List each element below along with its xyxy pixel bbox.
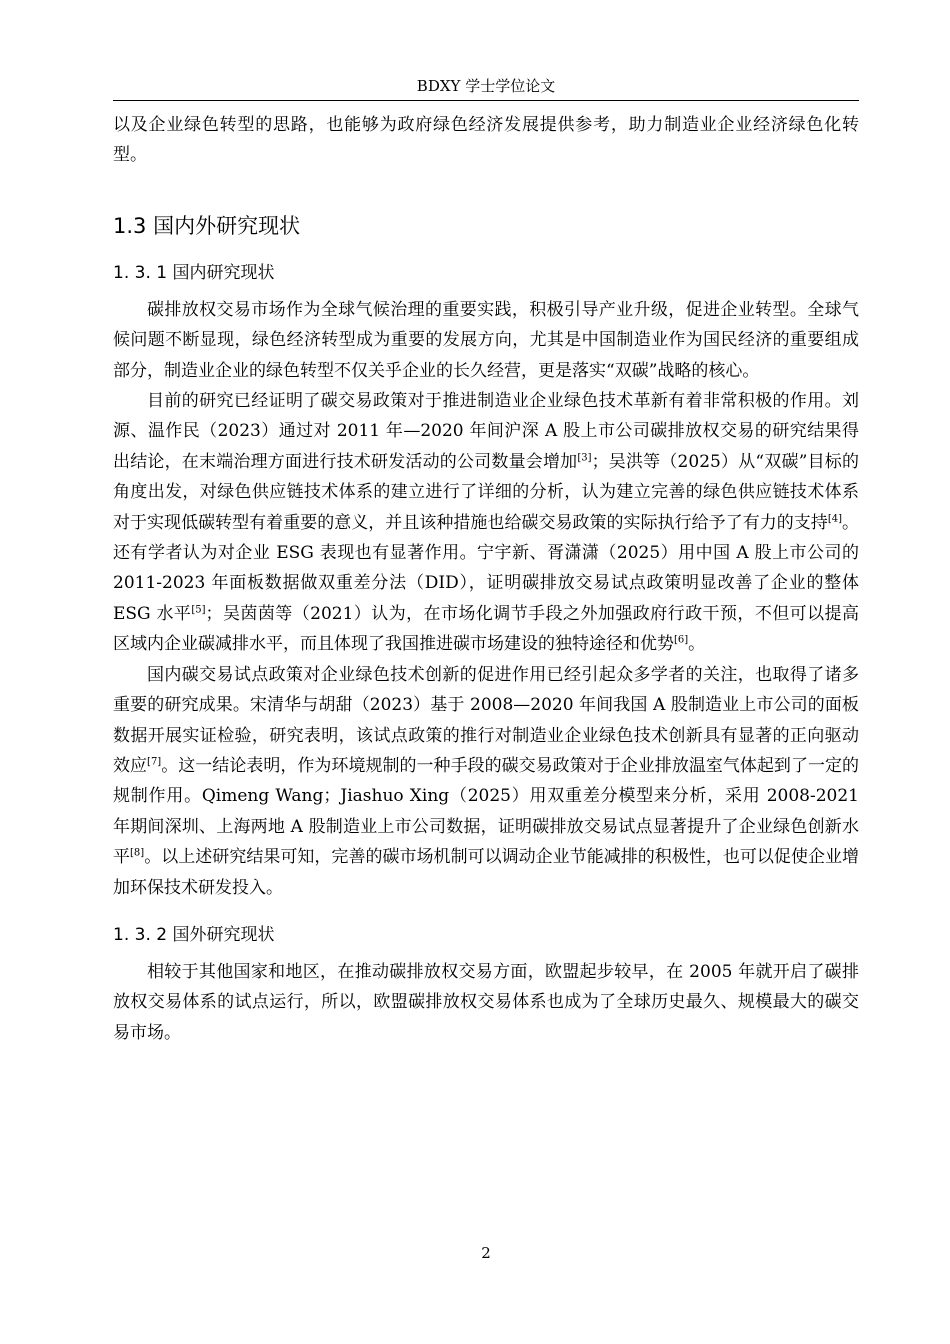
- citation-4: [4]: [827, 513, 842, 524]
- header-rule: [113, 100, 859, 101]
- body-text: [113, 110, 859, 1048]
- paragraph-2-text-b: ；吴洪等（2025）从“双碳”目标的角度出发，对绿色供应链技术体系的建立进行了详细的分析，认为建立完善的绿色供应链技术体系对于实现低碳转型有着重要的意义，并且该种措施也给碳交易政策的实际执行给予了有力的支持: [113, 451, 859, 533]
- paragraph-3-text-a: 国内碳交易试点政策对企业绿色技术创新的促进作用已经引起众多学者的关注，也取得了诸多重要的研究成果。宋清华与胡甜（2023）基于 2008—2020 年间我国 A 股制造业上市公司的面板数据开展实证检验，研究表明，该试点政策的推行对制造业企业绿色技术创新具有显著的正向驱动效应: [113, 664, 859, 776]
- paragraph-2-text-a: 目前的研究已经证明了碳交易政策对于推进制造业企业绿色技术革新有着非常积极的作用。刘源、温作民（2023）通过对 2011 年—2020 年间沪深 A 股上市公司碳排放权交易的研究结果得出结论，在末端治理方面进行技术研发活动的公司数量会增加: [113, 391, 859, 472]
- page-number: 2: [481, 1244, 491, 1262]
- citation-8: [8]: [130, 847, 145, 859]
- paragraph-3-text-c: 。以上述研究结果可知，完善的碳市场机制可以调动企业节能减排的积极性，也可以促使企业增加环保技术研发投入。: [113, 847, 860, 898]
- citation-5: [5]: [191, 604, 206, 616]
- paragraph-2: [113, 386, 859, 660]
- section-heading-1-3: 1.3 国内外研究现状: [113, 213, 301, 238]
- paragraph-1: 碳排放权交易市场作为全球气候治理的重要实践，积极引导产业升级，促进企业转型。全球气候问题不断显现，绿色经济转型成为重要的发展方向，尤其是中国制造业作为国民经济的重要组成部分，制造业企业的绿色转型不仅关乎企业的长久经营，更是落实“双碳”战略的核心。: [113, 299, 859, 381]
- paragraph-4: 相较于其他国家和地区，在推动碳排放权交易方面，欧盟起步较早，在 2005 年就开启了碳排放权交易体系的试点运行，所以，欧盟碳排放权交易体系也成为了全球历史最久、规模最大的碳交易市场。: [113, 961, 859, 1043]
- paragraph-3-text-b: 。这一结论表明，作为环境规制的一种手段的碳交易政策对于企业排放温室气体起到了一定的规制作用。Qimeng Wang；Jiashuo Xing（2025）用双重差分模型来分析，采用 2008-2021 年期间深圳、上海两地 A 股制造业上市公司数据，证明碳排放交易试点显著提升了企业绿色创新水平: [113, 755, 860, 868]
- citation-6: [6]: [674, 634, 689, 646]
- citation-7: [7]: [147, 756, 162, 768]
- paragraph-2-text-e: 。: [688, 634, 706, 655]
- citation-3: [3]: [577, 452, 592, 464]
- subsection-heading-1-3-2: 1. 3. 2 国外研究现状: [113, 924, 275, 945]
- paragraph-3: [113, 660, 859, 903]
- paragraph-2-text-c: 。还有学者认为对企业 ESG 表现也有显著作用。宁宇新、胥潇潇（2025）用中国 A 股上市公司的 2011-2023 年面板数据做双重差分法（DID），证明碳排放交易试点政策明显改善了企业的整体 ESG 水平: [113, 512, 860, 624]
- running-header: BDXY 学士学位论文: [416, 77, 556, 95]
- subsection-heading-1-3-1: 1. 3. 1 国内研究现状: [113, 262, 275, 283]
- intro-paragraph: 以及企业绿色转型的思路，也能够为政府绿色经济发展提供参考，助力制造业企业经济绿色化转型。: [113, 115, 859, 166]
- paragraph-2-text-d: ；吴茵茵等（2021）认为，在市场化调节手段之外加强政府行政干预，不但可以提高区域内企业碳减排水平，而且体现了我国推进碳市场建设的独特途径和优势: [113, 603, 859, 655]
